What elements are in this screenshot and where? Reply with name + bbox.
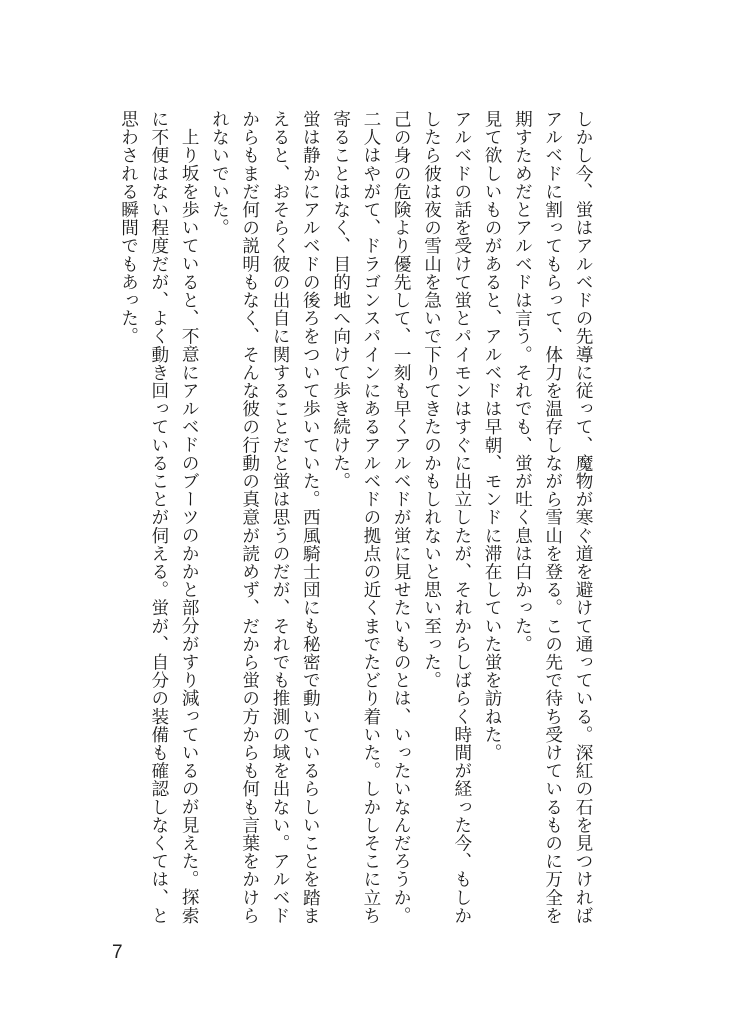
paragraph-7: 上り坂を歩いていると、不意にアルベドのブーツのかかと部分がすり減っているのが見えた。探索に不便はない程度だが、よく動き回っていることが伺える。蛍が、自分の装備も確認しなくては、と思わされる瞬間でもあった。 <box>118 110 200 925</box>
paragraph-1: しかし今、蛍はアルベドの先導に従って、魔物が寒ぐ道を避けて通っている。深紅の石を見つければアルベドに割ってもらって、体力を温存しながら雪山を登る。この先で待ち受けているものに万全を期すためだとアルベドは言う。それでも、蛍が吐く息は白かった。 <box>512 110 593 925</box>
paragraph-5: 二人はやがて、ドラゴンスパインにあるアルベドの拠点の近くまでたどり着いた。しかしそこに立ち寄ることはなく、目的地へ向けて歩き続けた。 <box>330 110 381 925</box>
paragraph-2: 見て欲しいものがあると、アルベドは早朝、モンドに滞在していた蛍を訪ねた。 <box>482 110 503 762</box>
paragraph-6: 蛍は静かにアルベドの後ろをついて歩いていた。西風騎士団にも秘密で動いているらしいことを踏まえると、おそらく彼の出自に関することだと蛍は思うのだが、それでも推測の域を出ない。アルベドからもまだ何の説明もなく、そんな彼の行動の真意が読めず、だから蛍の方からも何も言葉をかけられないでいた。 <box>209 110 321 925</box>
page-number: 7 <box>112 942 123 963</box>
body-text <box>113 110 598 940</box>
paragraph-3: アルベドの話を受けて蛍とパイモンはすぐに出立したが、それからしばらく時間が経った今、もしかしたら彼は夜の雪山を急いで下りてきたのかもしれないと思い至った。 <box>421 110 472 925</box>
paragraph-4: 己の身の危険より優先して、一刻も早くアルベドが蛍に見せたいものとは、いったいなんだろうか。 <box>391 110 412 925</box>
